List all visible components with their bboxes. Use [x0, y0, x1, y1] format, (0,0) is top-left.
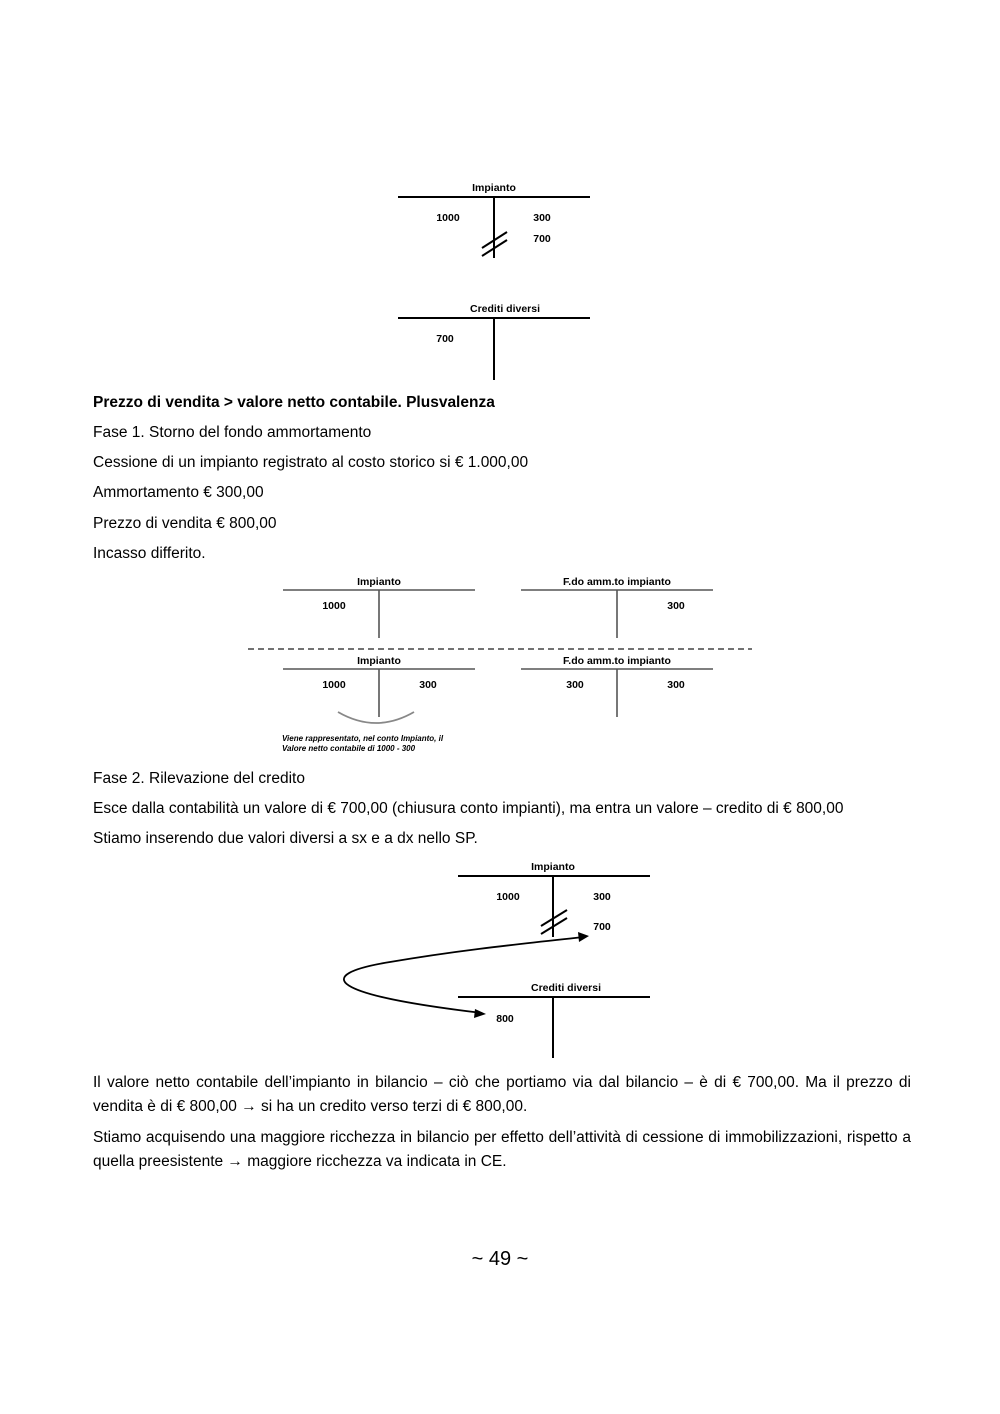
debit-value: 800: [496, 1013, 514, 1025]
arrow-head-icon: [578, 932, 589, 942]
t-account-title: Crediti diversi: [469, 303, 541, 315]
text-line: Stiamo inserendo due valori diversi a sx e a dx nello SP.: [93, 830, 478, 847]
conclusion-paragraph: Il valore netto contabile dell’impianto in bilancio – ciò che portiamo via dal bilancio – è di € 700,00. Ma il prezzo di vendita è di € 800,00 → si ha un credito verso terzi di € 800,00.: [93, 1074, 911, 1115]
page-number: ~ 49 ~: [471, 1248, 529, 1270]
debit-value: 1000: [436, 212, 460, 224]
credit-value: 700: [593, 921, 611, 933]
credit-value: 300: [667, 600, 685, 612]
section-heading: Prezzo di vendita > valore netto contabile. Plusvalenza: [93, 394, 495, 411]
debit-value: 1000: [322, 600, 346, 612]
credit-value: 300: [667, 679, 685, 691]
t-account-title: Crediti diversi: [530, 982, 602, 994]
t-account-title: F.do amm.to impianto: [563, 655, 671, 667]
credit-value: 700: [533, 233, 551, 245]
conclusion-paragraph: Stiamo acquisendo una maggiore ricchezza in bilancio per effetto dell’attività di cessione di immobilizzazioni, rispetto a quella preesistente → maggiore ricchezza va indicata in CE.: [93, 1129, 911, 1170]
t-account-title: Impianto: [357, 576, 401, 588]
text-line: Ammortamento € 300,00: [93, 484, 264, 501]
credit-value: 300: [533, 212, 551, 224]
debit-value: 700: [436, 333, 454, 345]
t-account-impianto: [458, 861, 650, 937]
credit-value: 300: [593, 891, 611, 903]
phase1-title: Fase 1. Storno del fondo ammortamento: [93, 424, 372, 441]
diagram-note: Valore netto contabile di 1000 - 300: [282, 744, 416, 753]
debit-value: 300: [566, 679, 584, 691]
diagram-note: Viene rappresentato, nel conto Impianto, il: [282, 734, 444, 743]
text-line: Cessione di un impianto registrato al costo storico si € 1.000,00: [93, 454, 529, 471]
transfer-arrow: [344, 937, 584, 1013]
t-account-title: F.do amm.to impianto: [563, 576, 671, 588]
debit-value: 1000: [322, 679, 346, 691]
arrow-head-icon: [474, 1009, 486, 1018]
text-line: Prezzo di vendita € 800,00: [93, 515, 277, 532]
debit-value: 1000: [496, 891, 520, 903]
t-account-crediti-diversi: [458, 982, 650, 1058]
t-account-title: Impianto: [357, 655, 401, 667]
t-account-title: Impianto: [531, 861, 575, 873]
credit-value: 300: [419, 679, 437, 691]
text-line: Incasso differito.: [93, 545, 206, 562]
phase2-title: Fase 2. Rilevazione del credito: [93, 770, 305, 787]
t-account-title: Impianto: [472, 182, 516, 194]
text-line: Esce dalla contabilità un valore di € 700,00 (chiusura conto impianti), ma entra un valore – credito di € 800,00: [93, 800, 844, 817]
